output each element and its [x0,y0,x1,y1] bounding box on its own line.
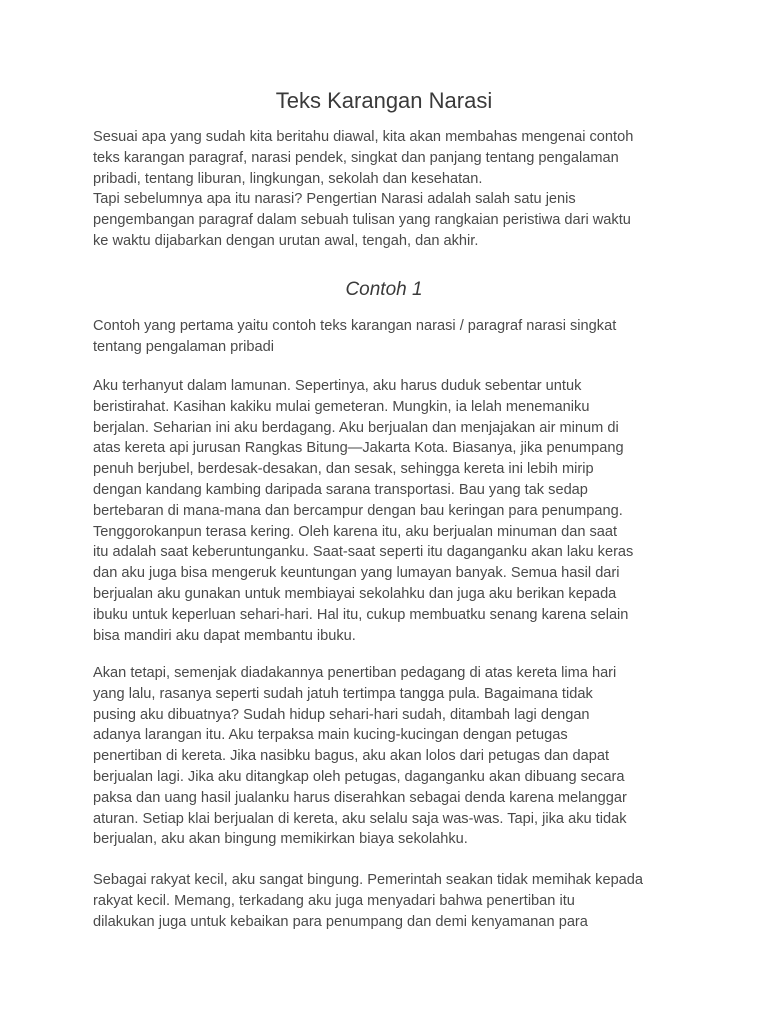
text-line: berjualan, aku akan bingung memikirkan biaya sekolahku. [93,831,468,848]
text-line: ke waktu dijabarkan dengan urutan awal, tengah, dan akhir. [93,232,479,249]
text-line: berjalan. Seharian ini aku berdagang. Aku berjualan dan menjajakan air minum di [93,419,619,436]
text-line: rakyat kecil. Memang, terkadang aku juga menyadari bahwa penertiban itu [93,892,575,909]
text-line: itu adalah saat keberuntunganku. Saat-saat seperti itu daganganku akan laku keras [93,544,634,561]
text-line: adanya larangan itu. Aku terpaksa main kucing-kucingan dengan petugas [93,727,568,744]
text-line: Sebagai rakyat kecil, aku sangat bingung. Pemerintah seakan tidak memihak kepada [93,872,644,888]
story-paragraph-2 [93,663,693,850]
text-line: bertebaran di mana-mana dan bercampur dengan bau keringan para penumpang. [93,502,623,519]
text-line: beristirahat. Kasihan kakiku mulai gemeteran. Mungkin, ia lelah menemaniku [93,398,590,415]
document-title: Teks Karangan Narasi [275,88,493,113]
text-line: dilakukan juga untuk kebaikan para penumpang dan demi kenyamanan para [93,913,588,930]
text-line: paksa dan uang hasil jualanku harus diserahkan sebagai denda karena melanggar [93,789,627,806]
example-intro-paragraph [93,316,693,358]
text-line: dengan kandang kambing daripada sarana transportasi. Bau yang tak sedap [93,481,588,498]
story-paragraph-1 [93,376,693,646]
text-line: yang lalu, rasanya seperti sudah jatuh tertimpa tangga pula. Bagaimana tidak [93,685,593,702]
text-line: aturan. Setiap klai berjualan di kereta, aku selalu saja was-was. Tapi, jika aku tidak [93,810,627,827]
text-line: dan aku juga bisa mengeruk keuntungan yang lumayan banyak. Semua hasil dari [93,565,620,582]
text-line: atas kereta api jurusan Rangkas Bitung—Jakarta Kota. Biasanya, jika penumpang [93,440,624,457]
section-heading: Contoh 1 [345,279,423,300]
text-line: pusing aku dibuatnya? Sudah hidup sehari-hari sudah, ditambah lagi dengan [93,706,590,723]
text-line: berjualan aku gunakan untuk membiayai sekolahku dan juga aku berikan kepada [93,585,617,602]
text-line: ibuku untuk keperluan sehari-hari. Hal itu, cukup membuatku senang karena selain [93,606,629,623]
intro-paragraph [93,127,693,252]
text-line: Akan tetapi, semenjak diadakannya penertiban pedagang di atas kereta lima hari [93,665,617,681]
text-line: berjualan lagi. Jika aku ditangkap oleh petugas, daganganku akan dibuang secara [93,768,625,785]
text-line: Tenggorokanpun terasa kering. Oleh karena itu, aku berjualan minuman dan saat [93,523,618,540]
text-line: Aku terhanyut dalam lamunan. Sepertinya, aku harus duduk sebentar untuk [93,378,582,394]
text-line: penuh berjubel, berdesak-desakan, dan sesak, sehingga kereta ini lebih mirip [93,461,594,478]
text-line: penertiban di kereta. Jika nasibku bagus, aku akan lolos dari petugas dan dapat [93,748,609,765]
text-line: pribadi, tentang liburan, lingkungan, sekolah dan kesehatan. [93,170,483,187]
text-line: Sesuai apa yang sudah kita beritahu diawal, kita akan membahas mengenai contoh [93,129,634,145]
text-line: bisa mandiri aku dapat membantu ibuku. [93,627,356,644]
text-line: pengembangan paragraf dalam sebuah tulisan yang rangkaian peristiwa dari waktu [93,212,631,229]
text-line: tentang pengalaman pribadi [93,338,274,355]
text-line: Contoh yang pertama yaitu contoh teks karangan narasi / paragraf narasi singkat [93,318,617,334]
text-line: teks karangan paragraf, narasi pendek, singkat dan panjang tentang pengalaman [93,149,619,166]
text-line: Tapi sebelumnya apa itu narasi? Pengertian Narasi adalah salah satu jenis [93,191,576,208]
story-paragraph-3 [93,870,693,932]
